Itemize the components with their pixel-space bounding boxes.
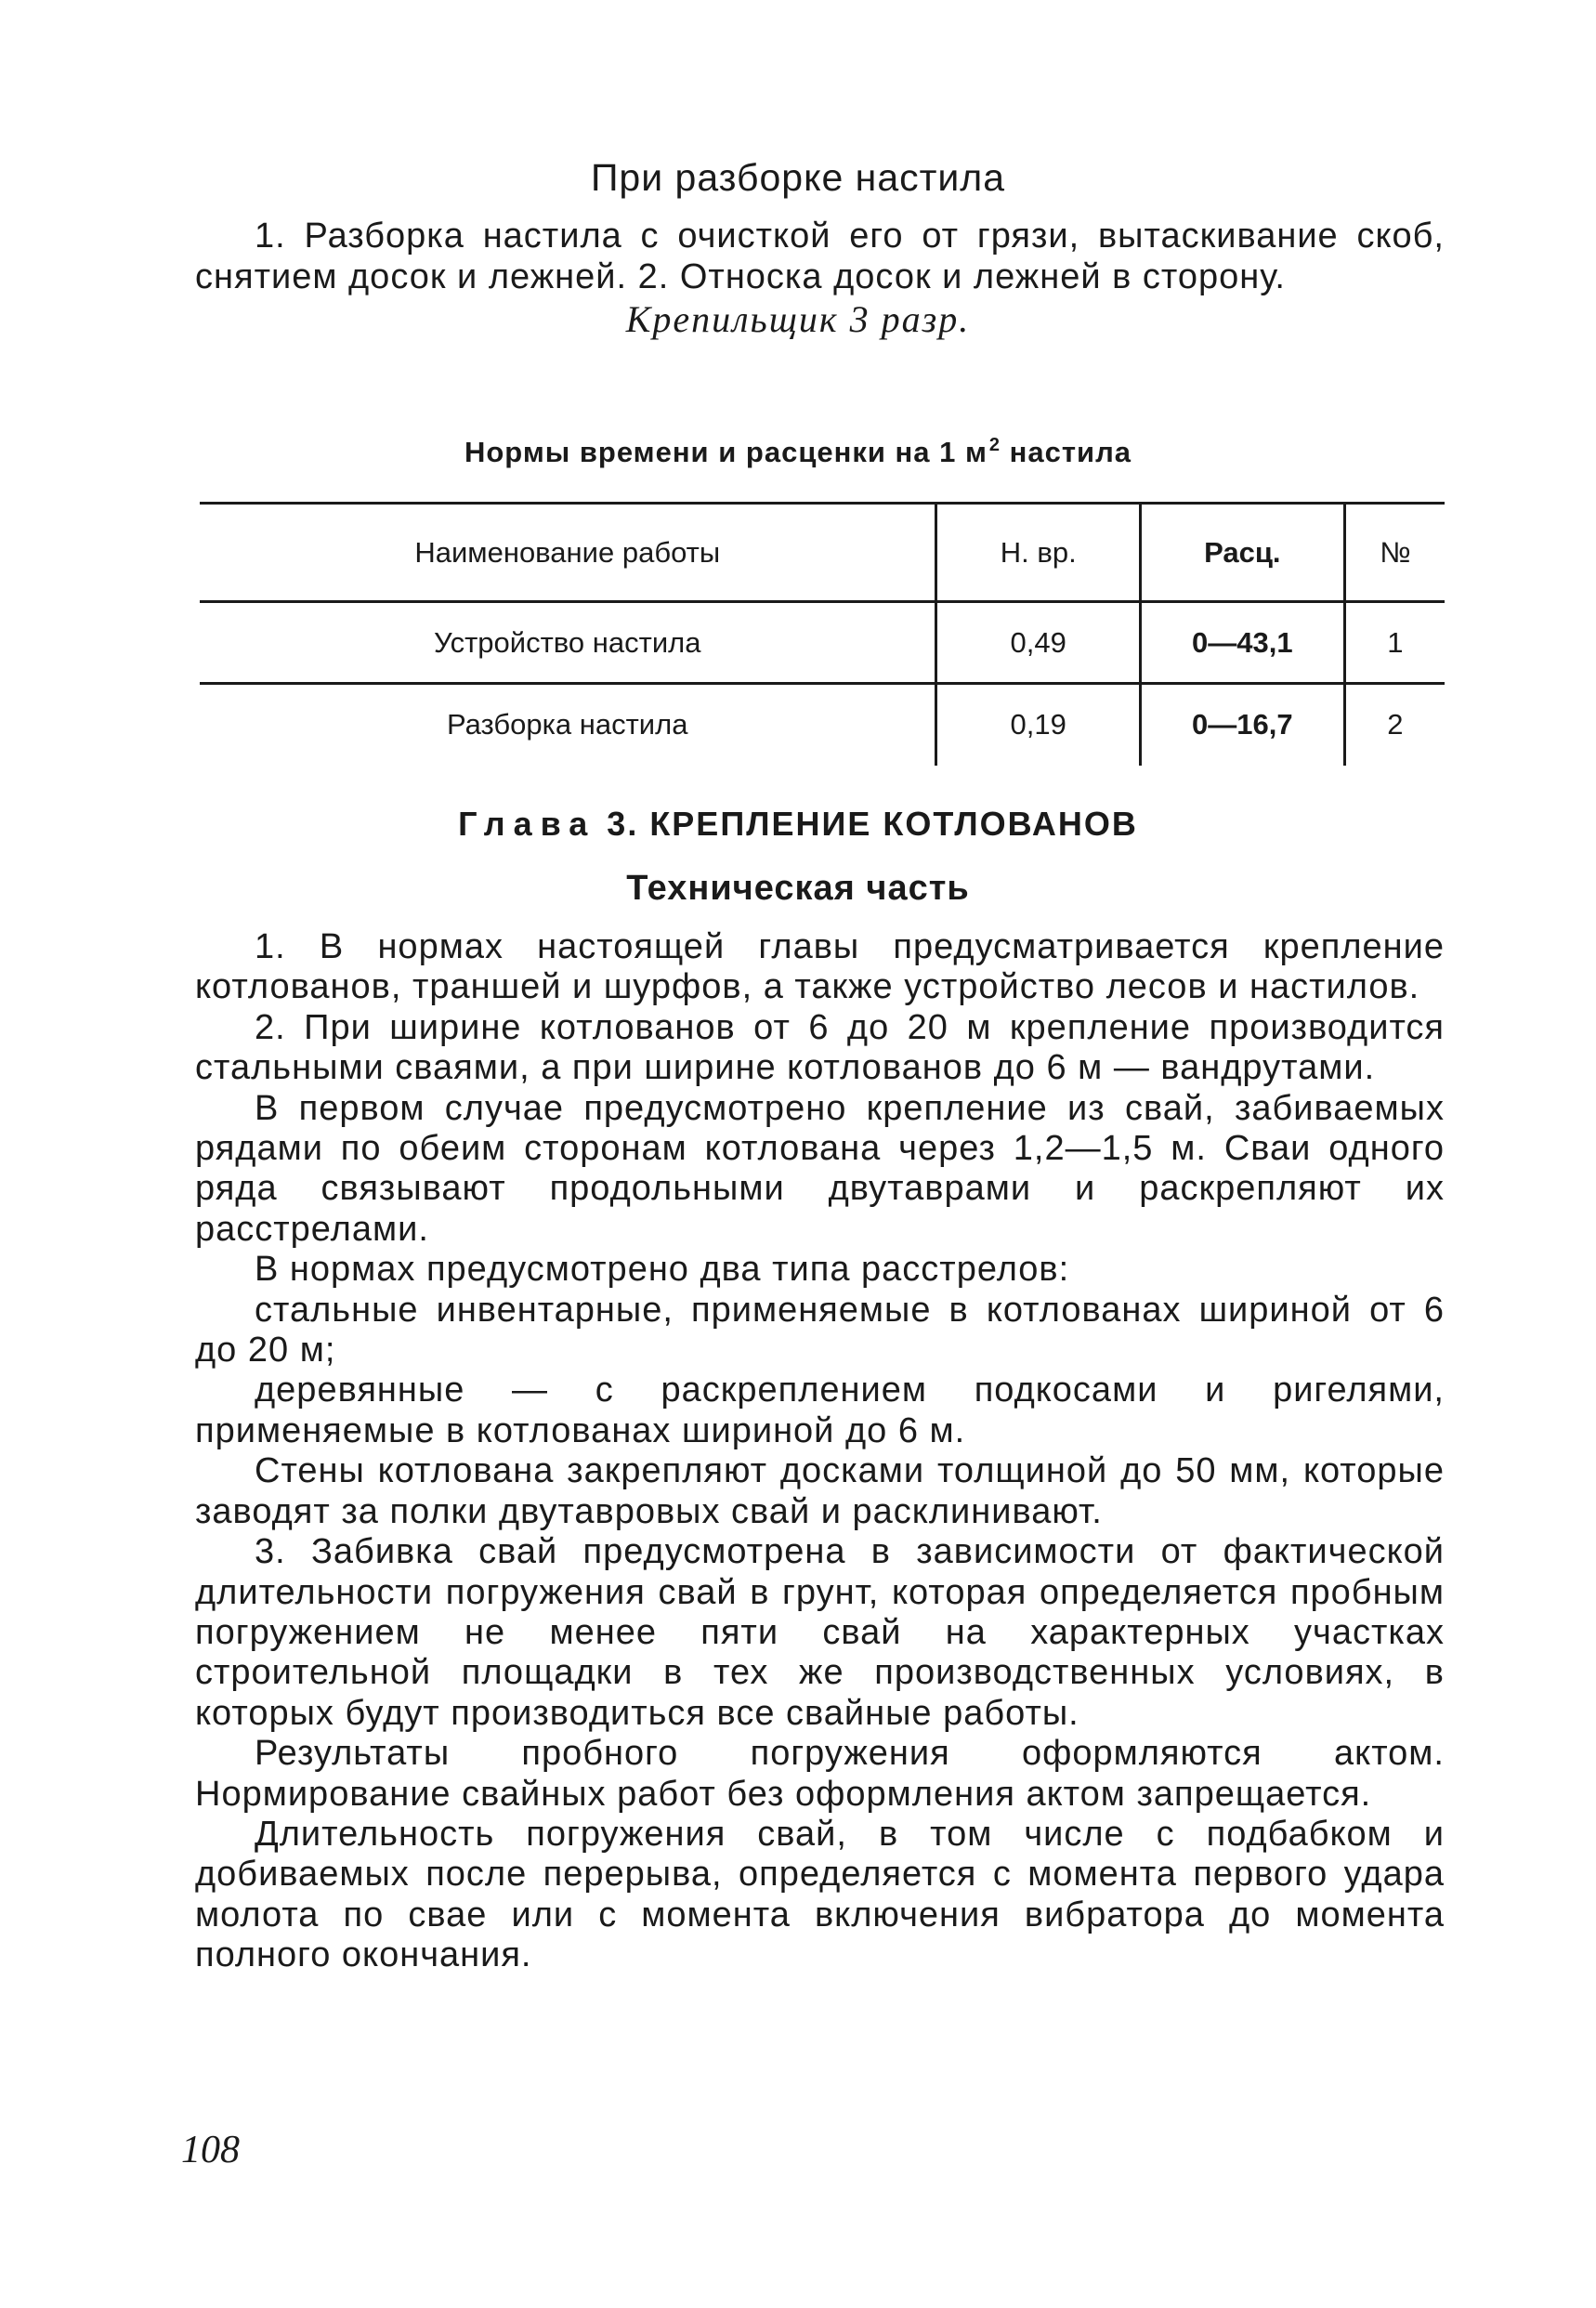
intro-paragraph: 1. Разборка настила с очисткой его от грязи, вытаскивание скоб, снятием досок и лежней. 2. Относка досок и лежней в сторону. — [195, 216, 1445, 296]
chapter-title — [0, 805, 1596, 844]
table-caption-suffix: настила — [1009, 436, 1132, 468]
body-paragraph: Стены котлована закрепляют досками толщиной до 50 мм, которые заводят за полки двутавровых свай и расклинивают. — [195, 1451, 1445, 1531]
table-row — [200, 602, 1445, 684]
body-paragraph: В первом случае предусмотрено крепление из свай, забиваемых рядами по обеим сторонам котлована через 1,2—1,5 м. Сваи одного ряда связывают продольными двутаврами и раскрепляют их расстрелами. — [195, 1088, 1445, 1249]
body-paragraph: Результаты пробного погружения оформляются актом. Нормирование свайных работ без оформления актом запрещается. — [195, 1734, 1445, 1814]
body-paragraph: В нормах предусмотрено два типа расстрелов: — [255, 1250, 1070, 1290]
table-caption-prefix: Нормы времени и расценки на 1 м — [464, 436, 988, 468]
page-number: 108 — [181, 2129, 240, 2171]
header-rate: Расц. — [1140, 504, 1344, 602]
body-paragraph: 3. Забивка свай предусмотрена в зависимости от фактической длительности погружения свай в грунт, которая определяется пробным погружением не менее пяти свай на характерных участках строительной площадки в тех же производственных условиях, в которых будут производиться все свайные работы. — [195, 1532, 1445, 1733]
cell-time-norm: 0,19 — [936, 684, 1141, 766]
body-paragraph: 1. В нормах настоящей главы предусматривается крепление котлованов, траншей и шурфов, а также устройство лесов и настилов. — [195, 927, 1445, 1007]
body-paragraph: стальные инвентарные, применяемые в котлованах шириной от 6 до 20 м; — [195, 1290, 1445, 1370]
cell-rate: 0—43,1 — [1140, 602, 1344, 684]
body-text — [195, 927, 1445, 1976]
header-number: № — [1344, 504, 1445, 602]
chapter-label: Глава — [458, 805, 596, 843]
intro-block — [195, 216, 1445, 297]
cell-rate: 0—16,7 — [1140, 684, 1344, 766]
body-paragraph: Длительность погружения свай, в том числе с подбабком и добиваемых после перерыва, определяется с момента первого удара молота по свае или с момента включения вибратора до момента полного окончания. — [195, 1814, 1445, 1975]
body-paragraph: 2. При ширине котлованов от 6 до 20 м крепление производится стальными сваями, а при ширине котлованов до 6 м — вандрутами. — [195, 1007, 1445, 1088]
subsection-title: Техническая часть — [626, 869, 970, 908]
table-caption — [0, 435, 1596, 469]
cell-work-name: Разборка настила — [447, 708, 688, 741]
table-header-row — [200, 504, 1445, 602]
cell-number: 1 — [1344, 602, 1445, 684]
body-paragraph: деревянные — с раскреплением подкосами и ригелями, применяемые в котлованах шириной до 6 м. — [195, 1370, 1445, 1450]
section-heading: При разборке настила — [590, 156, 1006, 199]
cell-number: 2 — [1344, 684, 1445, 766]
chapter-name: 3. КРЕПЛЕНИЕ КОТЛОВАНОВ — [607, 805, 1138, 843]
norms-table — [200, 502, 1445, 766]
table-caption-superscript: 2 — [988, 435, 1001, 455]
cell-time-norm: 0,49 — [936, 602, 1141, 684]
worker-grade: Крепильщик 3 разр. — [625, 298, 971, 340]
table-row — [200, 684, 1445, 766]
cell-work-name: Устройство настила — [200, 602, 936, 684]
header-work-name: Наименование работы — [200, 504, 936, 602]
header-time-norm: Н. вр. — [936, 504, 1141, 602]
